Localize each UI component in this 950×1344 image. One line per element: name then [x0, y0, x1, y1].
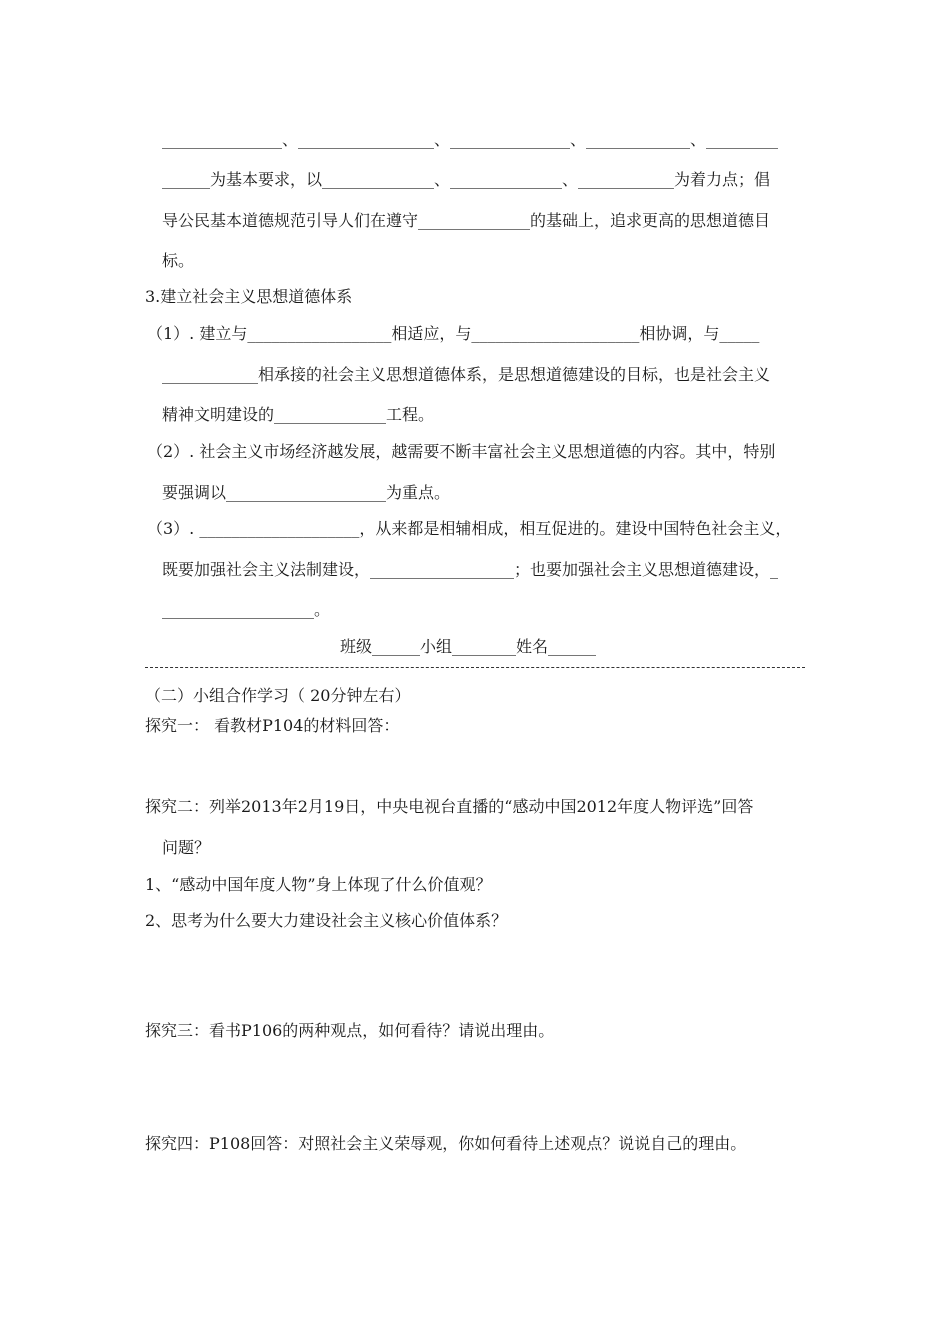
explore-1: 探究一： 看教材P104的材料回答：: [145, 716, 400, 735]
explore-2-line-2: 问题？: [162, 838, 211, 857]
fill-blank-line-4: 标。: [162, 251, 195, 270]
fill-blank-line-2: ______为基本要求，以______________、______________、____________为着力点；倡: [162, 170, 771, 189]
item-1-line-1: （1）. 建立与__________________相适应，与_____________________相协调，与_____: [147, 324, 760, 343]
item-2-line-1: （2）. 社会主义市场经济越发展，越需要不断丰富社会主义思想道德的内容。其中，特别: [147, 442, 776, 461]
question-2: 2、思考为什么要大力建设社会主义核心价值体系？: [145, 911, 508, 930]
student-info-line: 班级______小组________姓名______: [340, 637, 597, 656]
item-2-line-2: 要强调以____________________为重点。: [162, 483, 451, 502]
question-1: 1、“感动中国年度人物”身上体现了什么价值观？: [145, 875, 492, 894]
item-3-line-3: ___________________。: [162, 600, 331, 619]
cooperation-heading: （二）小组合作学习（ 20分钟左右）: [145, 686, 411, 705]
explore-4: 探究四：P108回答：对照社会主义荣辱观，你如何看待上述观点？说说自己的理由。: [145, 1134, 747, 1153]
section-3-heading: 3.建立社会主义思想道德体系: [145, 287, 353, 306]
explore-3: 探究三：看书P106的两种观点，如何看待？请说出理由。: [145, 1021, 555, 1040]
dashed-separator: [145, 667, 805, 668]
explore-2-line-1: 探究二：列举2013年2月19日，中央电视台直播的“感动中国2012年度人物评选”回答: [145, 797, 754, 816]
item-3-line-1: （3）. ____________________，从来都是相辅相成，相互促进的。建设中国特色社会主义，: [147, 519, 792, 538]
fill-blank-line-3: 导公民基本道德规范引导人们在遵守______________的基础上，追求更高的思想道德目: [162, 211, 771, 230]
fill-blank-line-1: _______________、_________________、_______________、_____________、_________: [162, 130, 778, 149]
item-3-line-2: 既要加强社会主义法制建设，__________________；也要加强社会主义思想道德建设，_: [162, 560, 779, 579]
item-1-line-3: 精神文明建设的______________工程。: [162, 405, 435, 424]
item-1-line-2: ____________相承接的社会主义思想道德体系，是思想道德建设的目标，也是社会主义: [162, 365, 771, 384]
